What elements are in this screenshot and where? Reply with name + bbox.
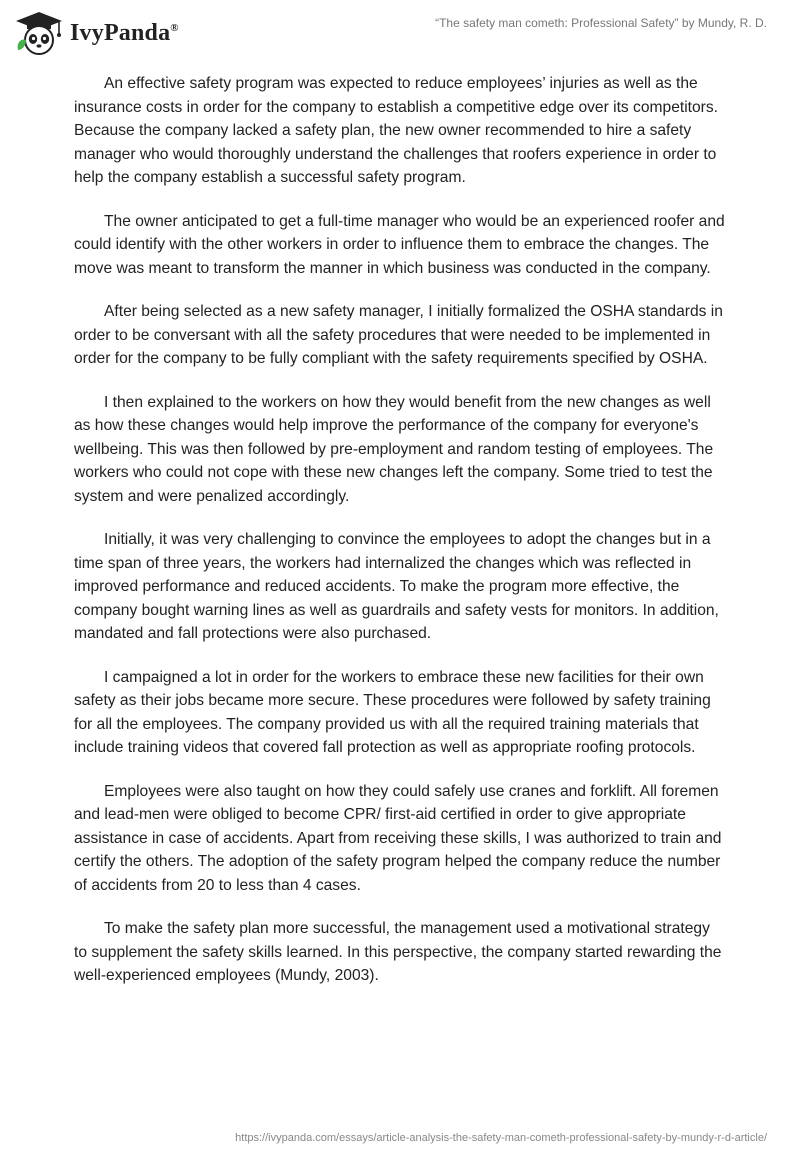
document-title: “The safety man cometh: Professional Safety” by Mundy, R. D. [435, 16, 767, 30]
page-header [0, 0, 800, 70]
essay-body [74, 72, 726, 1008]
paragraph: I then explained to the workers on how they would benefit from the new changes as well as how these changes would help improve the performance of the company for everyone's wellbeing. This was then followed by pre-employment and random testing of employees. The workers who could not cope with these new changes left the company. Some tried to test the system and were penalized accordingly. [74, 393, 714, 505]
paragraph: I campaigned a lot in order for the workers to embrace these new facilities for their own safety as their jobs became more secure. These procedures were followed by safety training for all the employees. The company provided us with all the required training materials that include training videos that covered fall protection as well as appropriate roofing protocols. [74, 668, 711, 756]
panda-graduate-icon [14, 10, 64, 56]
paragraph: After being selected as a new safety manager, I initially formalized the OSHA standards in order to be conversant with all the safety procedures that were needed to be implemented in order for the company to be fully compliant with the safety requirements specified by OSHA. [74, 303, 723, 367]
paragraph: Initially, it was very challenging to convince the employees to adopt the changes but in a time span of three years, the workers had internalized the changes which was reflected in improved performance and reduced accidents. To make the program more effective, the company bought warning lines as well as guardrails and safety vests for monitors. In addition, mandated and fall protections were also purchased. [74, 531, 719, 642]
paragraph: Employees were also taught on how they could safely use cranes and forklift. All foremen and lead-men were obliged to become CPR/ first-aid certified in order to give appropriate assistance in case of accidents. Apart from receiving these skills, I was authorized to train and certify the others. The adoption of the safety program helped the company reduce the number of accidents from 20 to less than 4 cases. [74, 782, 722, 894]
brand-name: IvyPanda® [70, 19, 179, 46]
paragraph: The owner anticipated to get a full-time manager who would be an experienced roofer and could identify with the other workers in order to influence them to embrace the changes. The move was meant to transform the manner in which business was conducted in the company. [74, 212, 725, 277]
paragraph: To make the safety plan more successful, the management used a motivational strategy to supplement the safety skills learned. In this perspective, the company started rewarding the well-experienced employees (Mundy, 2003). [74, 920, 722, 984]
ivypanda-logo[interactable] [14, 8, 179, 58]
paragraph: An effective safety program was expected to reduce employees’ injuries as well as the insurance costs in order for the company to establish a competitive edge over its competitors. Because the company lacked a safety plan, the new owner recommended to hire a safety manager who would thoroughly understand the challenges that roofers experience in order to help the company establish a successful safety program. [74, 75, 718, 186]
source-url[interactable]: https://ivypanda.com/essays/article-analysis-the-safety-man-cometh-professional-safety-by-mundy-r-d-article/ [235, 1132, 767, 1144]
